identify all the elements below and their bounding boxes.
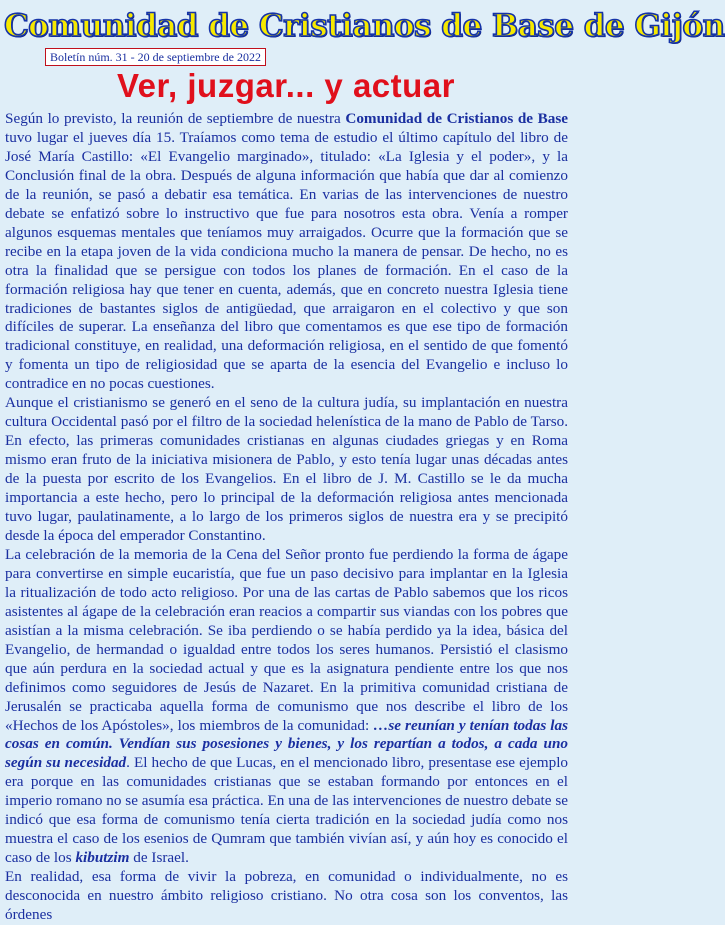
paragraph-3-text-b: . El hecho de que Lucas, en el mencionado libro, presentase ese ejemplo era porque en las comunidades cristianas que se estaban formando por entonces en el imperio romano no se asumía esa práctica. En una de las intervenciones de nuestro debate se indicó que esa forma de comunismo tenía cierta tradición en la sociedad judía como nos muestra el caso de los esenios de Qumram que también vivían así, y aún hoy es conocido el caso de los	[5, 754, 569, 867]
paragraph-1-text-b: tuvo lugar el jueves día 15. Traíamos como tema de estudio el último capítulo del libro de José María Castillo: «El Evangelio marginado», titulado: «La Iglesia y el poder», y la Conclusión final de la obra. Después de alguna información que había que dar al comienzo de la reunión, se pasó a debatir esa temática. En varias de las intervenciones de nuestro debate se enfatizó sobre lo instructivo que fue para nosotros esta obra. Venía a romper algunos esquemas mentales que teníamos muy arraigados. Ocurre que la formación que se recibe en la etapa joven de la vida condiciona mucho la manera de pensar. De hecho, no es otra la finalidad que se persigue con todos los planes de formación. En el caso de la formación religiosa hay que tener en cuenta, además, que en concreto nuestra Iglesia tiene tradiciones de bastantes siglos de antigüedad, que arraigaron en el colectivo y que son difíciles de superar. La enseñanza del libro que comentamos es que ese tipo de formación tradicional constituye, en realidad, una deformación religiosa, en el sentido de que fomentó y fomenta un tipo de religiosidad que se aparta de la esencia del Evangelio e incluso lo contradice en no pocas cuestiones.	[5, 128, 568, 393]
masthead-title: Comunidad de Cristianos de Base de Gijón	[4, 8, 725, 44]
paragraph-3	[5, 546, 568, 868]
kibutzim-term: kibutzim	[75, 849, 130, 867]
paragraph-3-text-a: La celebración de la memoria de la Cena del Señor pronto fue perdiendo la forma de ágape para convertirse en simple eucaristía, que fue un paso decisivo para implantar en la Iglesia la ritualización de todo acto religioso. Por una de las cartas de Pablo sabemos que los ricos asistentes al ágape de la celebración eran reacios a compartir sus viandas con los pobres que asistían a la misma celebración. Se iba perdiendo o se había perdido ya la idea, básica del Evangelio, de hermandad o igualdad entre todos los seres humanos. Persistió el clasismo que aún perdura en la sociedad actual y que es la asignatura pendiente entre los que nos definimos como seguidores de Jesús de Nazaret. En la primitiva comunidad cristiana de Jerusalén se practicaba aquella forma de comunismo que nos describe el libro de los «Hechos de los Apóstoles», los miembros de la comunidad:	[5, 545, 568, 734]
paragraph-1-text-a: Según lo previsto, la reunión de septiembre de nuestra	[5, 110, 346, 127]
acts-quote: …se reunían y tenían todas las cosas en común. Vendían sus posesiones y bienes, y los repartían a todos, a cada uno según su necesidad	[5, 716, 568, 772]
paragraph-2: Aunque el cristianismo se generó en el seno de la cultura judía, su implantación en nuestra cultura Occidental pasó por el filtro de la sociedad helenística de la mano de Pablo de Tarso. En efecto, las primeras comunidades cristianas en algunas ciudades griegas y en Roma mismo eran fruto de la iniciativa misionera de Pablo, y esto tenía lugar unas décadas antes de la puesta por escrito de los Evangelios. En el libro de J. M. Castillo se le da mucha importancia a este hecho, pero lo principal de la deformación religiosa antes mencionada tuvo lugar, paulatinamente, a lo largo de los primeros siglos de nuestra era y se precipitó desde la época del emperador Constantino.	[5, 394, 568, 544]
article-headline: Ver, juzgar... y actuar	[116, 67, 455, 104]
bulletin-number-date: Boletín núm. 31 - 20 de septiembre de 2022	[45, 48, 266, 66]
paragraph-1	[5, 110, 568, 394]
paragraph-3-text-c: de Israel.	[129, 849, 189, 867]
article-body	[5, 110, 568, 925]
community-name-bold: Comunidad de Cristianos de Base	[345, 110, 568, 127]
paragraph-4: En realidad, esa forma de vivir la pobreza, en comunidad o individualmente, no es desconocida en nuestro ámbito religioso cristiano. No otra cosa son los conventos, las órdenes	[5, 868, 568, 924]
